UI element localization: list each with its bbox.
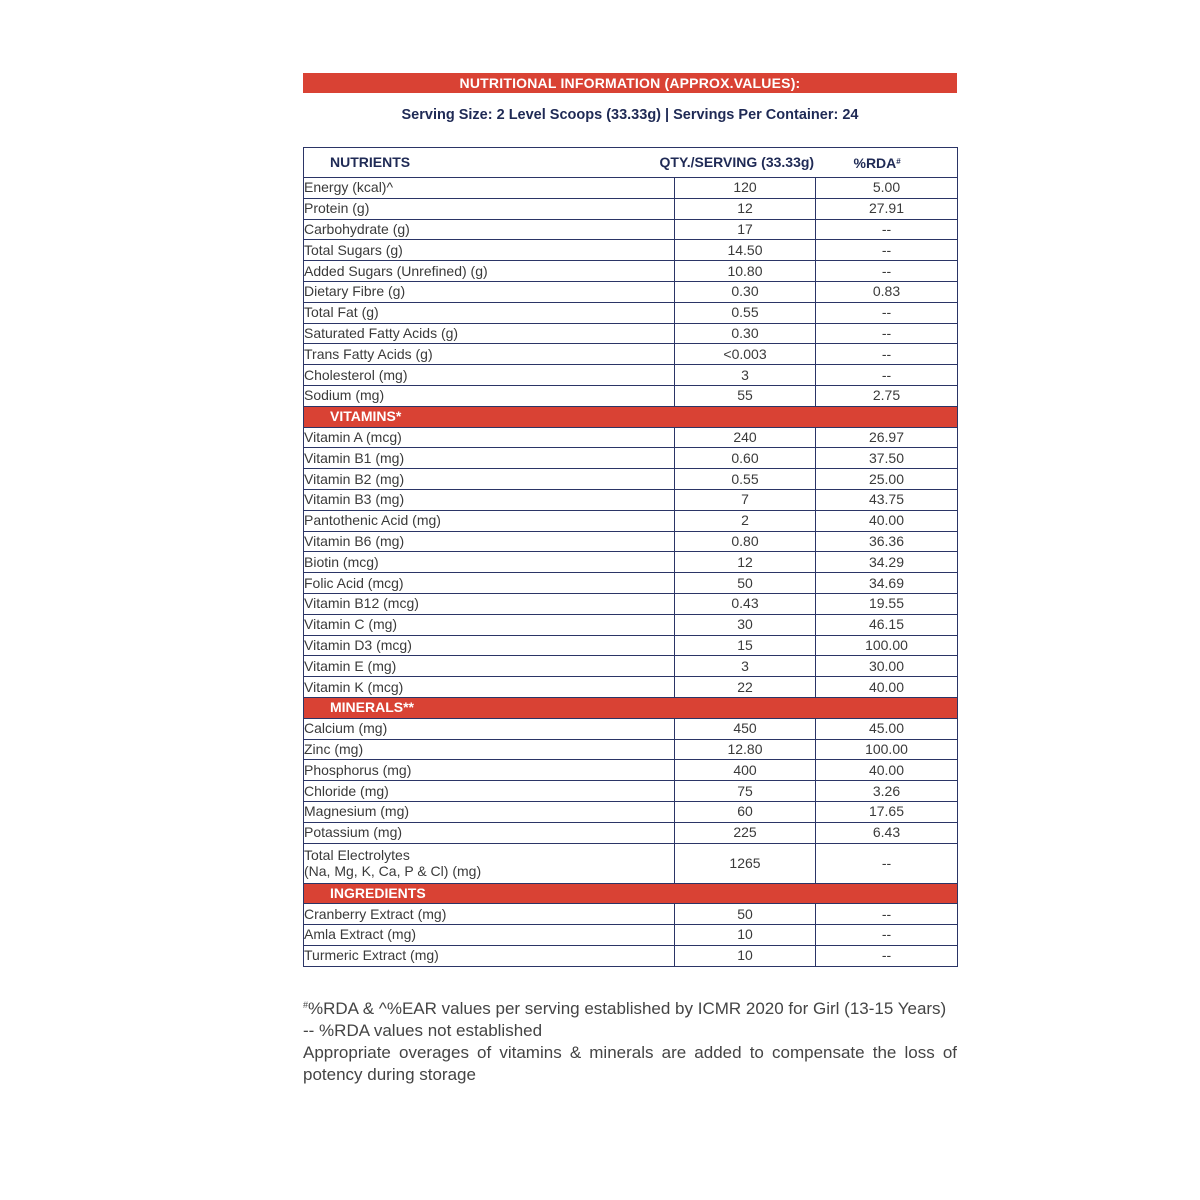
nutrient-rda: 2.75 [816,385,958,406]
nutrient-rda: 27.91 [816,198,958,219]
nutrient-qty: 0.60 [675,448,816,469]
table-row [304,448,958,469]
nutrient-qty: 10.80 [675,261,816,282]
nutrient-rda: 100.00 [816,739,958,760]
header-qty-label: QTY./SERVING (33.33g) [659,154,815,170]
table-row [304,344,958,365]
nutrient-qty: 22 [675,677,816,698]
nutrient-qty: 0.55 [675,302,816,323]
section-minerals [304,697,958,718]
nutrient-rda: 40.00 [816,510,958,531]
nutrient-rda: -- [816,904,958,925]
nutrient-qty: 12 [675,552,816,573]
nutrient-qty: 2 [675,510,816,531]
nutrient-name: Vitamin B1 (mg) [304,448,675,469]
table-row [304,385,958,406]
nutrient-qty: 3 [675,365,816,386]
nutrient-qty: 30 [675,614,816,635]
section-minerals-label: MINERALS** [304,697,958,718]
table-row [304,469,958,490]
table-row [304,489,958,510]
nutrient-qty: 12.80 [675,739,816,760]
electrolytes-line2: (Na, Mg, K, Ca, P & Cl) (mg) [304,863,482,879]
nutrient-rda: -- [816,945,958,966]
nutrient-qty: 400 [675,760,816,781]
nutrient-name: Zinc (mg) [304,739,675,760]
nutrient-qty: 1265 [675,843,816,883]
table-row [304,593,958,614]
section-ingredients [304,883,958,904]
table-row [304,614,958,635]
table-row [304,219,958,240]
header-qty [659,148,816,178]
nutrient-name: Sodium (mg) [304,385,675,406]
nutrient-name: Chloride (mg) [304,781,675,802]
table-row [304,739,958,760]
nutrient-qty: 50 [675,573,816,594]
table-row [304,323,958,344]
nutrient-rda: 36.36 [816,531,958,552]
table-row [304,718,958,739]
table-row [304,573,958,594]
serving-info: Serving Size: 2 Level Scoops (33.33g) | Servings Per Container: 24 [401,107,859,123]
nutrient-qty: 240 [675,427,816,448]
nutrient-qty: 12 [675,198,816,219]
table-row [304,510,958,531]
nutrient-rda: 37.50 [816,448,958,469]
nutrient-rda: 45.00 [816,718,958,739]
nutrient-name: Vitamin K (mcg) [304,677,675,698]
nutrient-name: Carbohydrate (g) [304,219,675,240]
nutrient-qty: <0.003 [675,344,816,365]
table-row [304,302,958,323]
nutrient-name: Saturated Fatty Acids (g) [304,323,675,344]
nutrition-panel [303,73,957,964]
nutrient-name: Phosphorus (mg) [304,760,675,781]
nutrient-rda: -- [816,219,958,240]
nutrient-name: Cranberry Extract (mg) [304,904,675,925]
nutrient-name: Vitamin E (mg) [304,656,675,677]
nutrient-rda: -- [816,365,958,386]
nutrient-rda: 40.00 [816,760,958,781]
nutrient-name: Vitamin B6 (mg) [304,531,675,552]
nutrient-name: Pantothenic Acid (mg) [304,510,675,531]
nutrient-rda: 34.29 [816,552,958,573]
nutrient-name: Vitamin C (mg) [304,614,675,635]
nutrient-name: Trans Fatty Acids (g) [304,344,675,365]
nutrient-name: Cholesterol (mg) [304,365,675,386]
nutrient-name: Vitamin A (mcg) [304,427,675,448]
table-row [304,178,958,199]
nutrient-rda: 0.83 [816,281,958,302]
table-row [304,365,958,386]
nutrient-name: Total Fat (g) [304,302,675,323]
table-row [304,677,958,698]
nutrient-qty: 120 [675,178,816,199]
nutrient-qty: 10 [675,945,816,966]
nutrient-name: Dietary Fibre (g) [304,281,675,302]
table-header [304,148,958,178]
nutrient-qty: 0.30 [675,281,816,302]
nutrient-name: Energy (kcal)^ [304,178,675,199]
table-row [304,822,958,843]
nutrient-name: Potassium (mg) [304,822,675,843]
table-row [304,781,958,802]
nutrient-qty: 0.43 [675,593,816,614]
nutrient-name: Vitamin B2 (mg) [304,469,675,490]
nutrient-qty: 225 [675,822,816,843]
nutrition-title: NUTRITIONAL INFORMATION (APPROX.VALUES): [303,73,957,93]
nutrient-qty: 0.55 [675,469,816,490]
section-ingredients-label: INGREDIENTS [304,883,958,904]
nutrient-rda: 30.00 [816,656,958,677]
nutrient-rda: 5.00 [816,178,958,199]
table-row [304,427,958,448]
nutrient-qty: 55 [675,385,816,406]
footnote-overages: Appropriate overages of vitamins & minerals are added to compensate the loss of potency during storage [303,1043,957,1084]
nutrient-qty: 50 [675,904,816,925]
table-row [304,531,958,552]
nutrient-qty: 0.80 [675,531,816,552]
nutrient-rda: 17.65 [816,801,958,822]
footnote-not-established: -- %RDA values not established [303,1021,543,1040]
nutrient-qty: 10 [675,925,816,946]
nutrient-rda: -- [816,302,958,323]
table-row [304,656,958,677]
table-row [304,198,958,219]
nutrient-name: Vitamin D3 (mcg) [304,635,675,656]
nutrient-qty: 0.30 [675,323,816,344]
nutrient-rda: -- [816,344,958,365]
nutrient-rda: -- [816,323,958,344]
nutrient-name: Added Sugars (Unrefined) (g) [304,261,675,282]
nutrient-name: Vitamin B3 (mg) [304,489,675,510]
nutrient-rda: 34.69 [816,573,958,594]
nutrient-rda: 40.00 [816,677,958,698]
header-nutrients: NUTRIENTS [304,148,675,178]
nutrient-rda: 19.55 [816,593,958,614]
nutrient-rda: 46.15 [816,614,958,635]
nutrient-qty: 3 [675,656,816,677]
nutrient-name: Biotin (mcg) [304,552,675,573]
footnote-rda-text: %RDA & ^%EAR values per serving established by ICMR 2020 for Girl (13-15 Years) [308,999,947,1018]
table-row [304,801,958,822]
table-row [304,281,958,302]
nutrient-qty: 75 [675,781,816,802]
header-rda-label: %RDA [853,155,897,171]
nutrient-rda: 25.00 [816,469,958,490]
nutrient-qty: 450 [675,718,816,739]
header-rda-mark: # [896,157,901,166]
nutrient-name: Folic Acid (mcg) [304,573,675,594]
table-row [304,843,958,883]
header-rda [816,148,958,178]
nutrient-name: Protein (g) [304,198,675,219]
nutrient-name: Magnesium (mg) [304,801,675,822]
section-vitamins [304,406,958,427]
electrolytes-line1: Total Electrolytes [304,847,410,863]
nutrient-name: Amla Extract (mg) [304,925,675,946]
nutrient-qty: 17 [675,219,816,240]
table-row [304,760,958,781]
nutrient-qty: 60 [675,801,816,822]
nutrient-rda: -- [816,843,958,883]
nutrient-qty: 15 [675,635,816,656]
table-row [304,925,958,946]
nutrient-rda: 100.00 [816,635,958,656]
nutrient-name: Total Sugars (g) [304,240,675,261]
footnotes [303,994,957,1086]
table-row [304,945,958,966]
nutrient-name: Calcium (mg) [304,718,675,739]
nutrient-rda: 3.26 [816,781,958,802]
nutrient-rda: 6.43 [816,822,958,843]
nutrient-rda: -- [816,261,958,282]
footnote-rda [303,994,957,1020]
nutrient-name [304,843,675,883]
table-row [304,240,958,261]
table-row [304,904,958,925]
nutrient-name: Turmeric Extract (mg) [304,945,675,966]
nutrient-qty: 14.50 [675,240,816,261]
nutrient-name: Vitamin B12 (mcg) [304,593,675,614]
nutrient-rda: -- [816,925,958,946]
table-row [304,552,958,573]
nutrient-rda: 43.75 [816,489,958,510]
nutrient-qty: 7 [675,489,816,510]
nutrition-table [303,147,958,967]
nutrient-rda: 26.97 [816,427,958,448]
footnote-rda-mark: # [303,1000,309,1010]
section-vitamins-label: VITAMINS* [304,406,958,427]
nutrient-rda: -- [816,240,958,261]
table-row [304,261,958,282]
table-row [304,635,958,656]
